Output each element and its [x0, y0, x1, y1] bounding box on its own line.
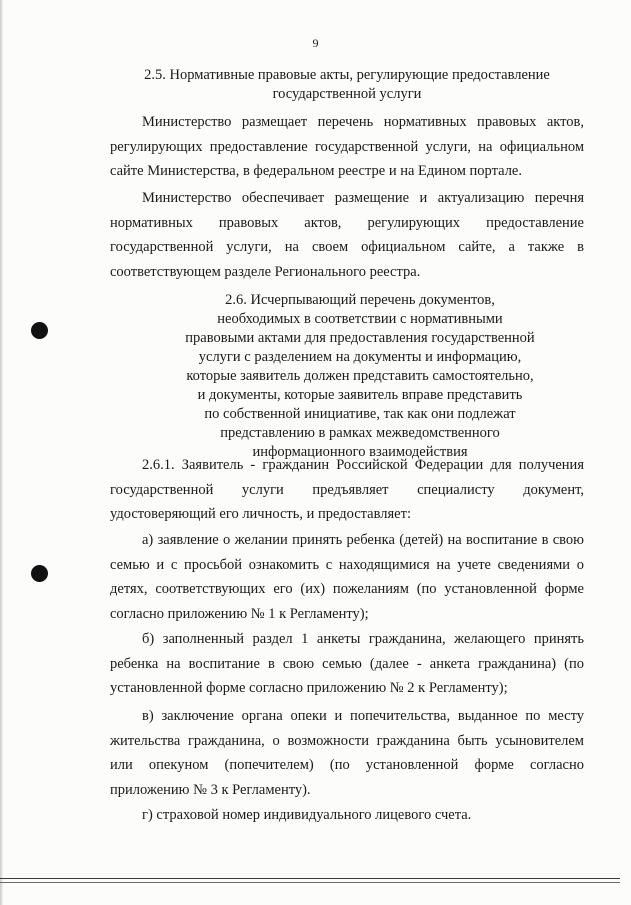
heading-line: по собственной инициативе, так как они подлежат [204, 406, 516, 422]
paragraph-text: Министерство размещает перечень нормативных правовых актов, регулирующих предоставление государственной услуги, на официальном сайте Министерства, в федеральном реестре и на Едином портале. [110, 114, 584, 179]
paragraph [110, 453, 584, 527]
heading-line: 2.5. Нормативные правовые акты, регулирующие предоставление [144, 67, 550, 83]
page-number: 9 [312, 36, 319, 50]
heading-line: представлению в рамках межведомственного [220, 425, 500, 441]
heading-line: 2.6. Исчерпывающий перечень документов, [225, 292, 495, 308]
paragraph-text: 2.6.1. Заявитель - гражданин Российской Федерации для получения государственной услуги предъявляет специалисту документ, удостоверяющий его личность, и предоставляет: [110, 457, 584, 522]
list-item-text: г) страховой номер индивидуального лицевого счета. [142, 807, 472, 823]
list-item [110, 704, 584, 802]
list-item [110, 528, 584, 626]
bottom-rule-secondary [0, 882, 620, 883]
section-2-5-heading [110, 66, 584, 104]
list-item-text: в) заключение органа опеки и попечительства, выданное по месту жительства гражданина, о возможности гражданина быть усыновителем или опекуном (попечителем) (по установленной форме согласно приложению № 3 к Регламенту). [110, 708, 584, 798]
heading-line: информационного взаимодействия [252, 444, 468, 460]
heading-line: услуги с разделением на документы и информацию, [198, 349, 522, 365]
heading-line: которые заявитель должен представить самостоятельно, [186, 368, 534, 384]
list-item [110, 627, 584, 701]
section-2-6-heading [160, 291, 560, 462]
list-item [110, 803, 584, 828]
punch-hole-top [31, 322, 48, 339]
heading-line: необходимых в соответствии с нормативными [217, 311, 503, 327]
paragraph [110, 110, 584, 184]
heading-line: государственной услуги [272, 86, 422, 102]
page-edge-shadow [0, 0, 3, 905]
list-item-text: б) заполненный раздел 1 анкеты гражданина, желающего принять ребенка на воспитание в свою семью (далее - анкета гражданина) (по установленной форме согласно приложению № 2 к Регламенту); [110, 631, 584, 696]
bottom-rule [0, 878, 620, 879]
heading-line: и документы, которые заявитель вправе представить [197, 387, 523, 403]
list-item-text: а) заявление о желании принять ребенка (детей) на воспитание в свою семью и с просьбой ознакомить с находящимися на учете сведениями о детях, соответствующих его (их) пожеланиям (по установленной форме согласно приложению № 1 к Регламенту); [110, 532, 584, 622]
paragraph-text: Министерство обеспечивает размещение и актуализацию перечня нормативных правовых актов, регулирующих предоставление государственной услуги, на своем официальном сайте, а также в соответствующем разделе Регионального реестра. [110, 190, 584, 280]
paragraph [110, 186, 584, 284]
heading-line: правовыми актами для предоставления государственной [185, 330, 535, 346]
punch-hole-bottom [31, 565, 48, 582]
